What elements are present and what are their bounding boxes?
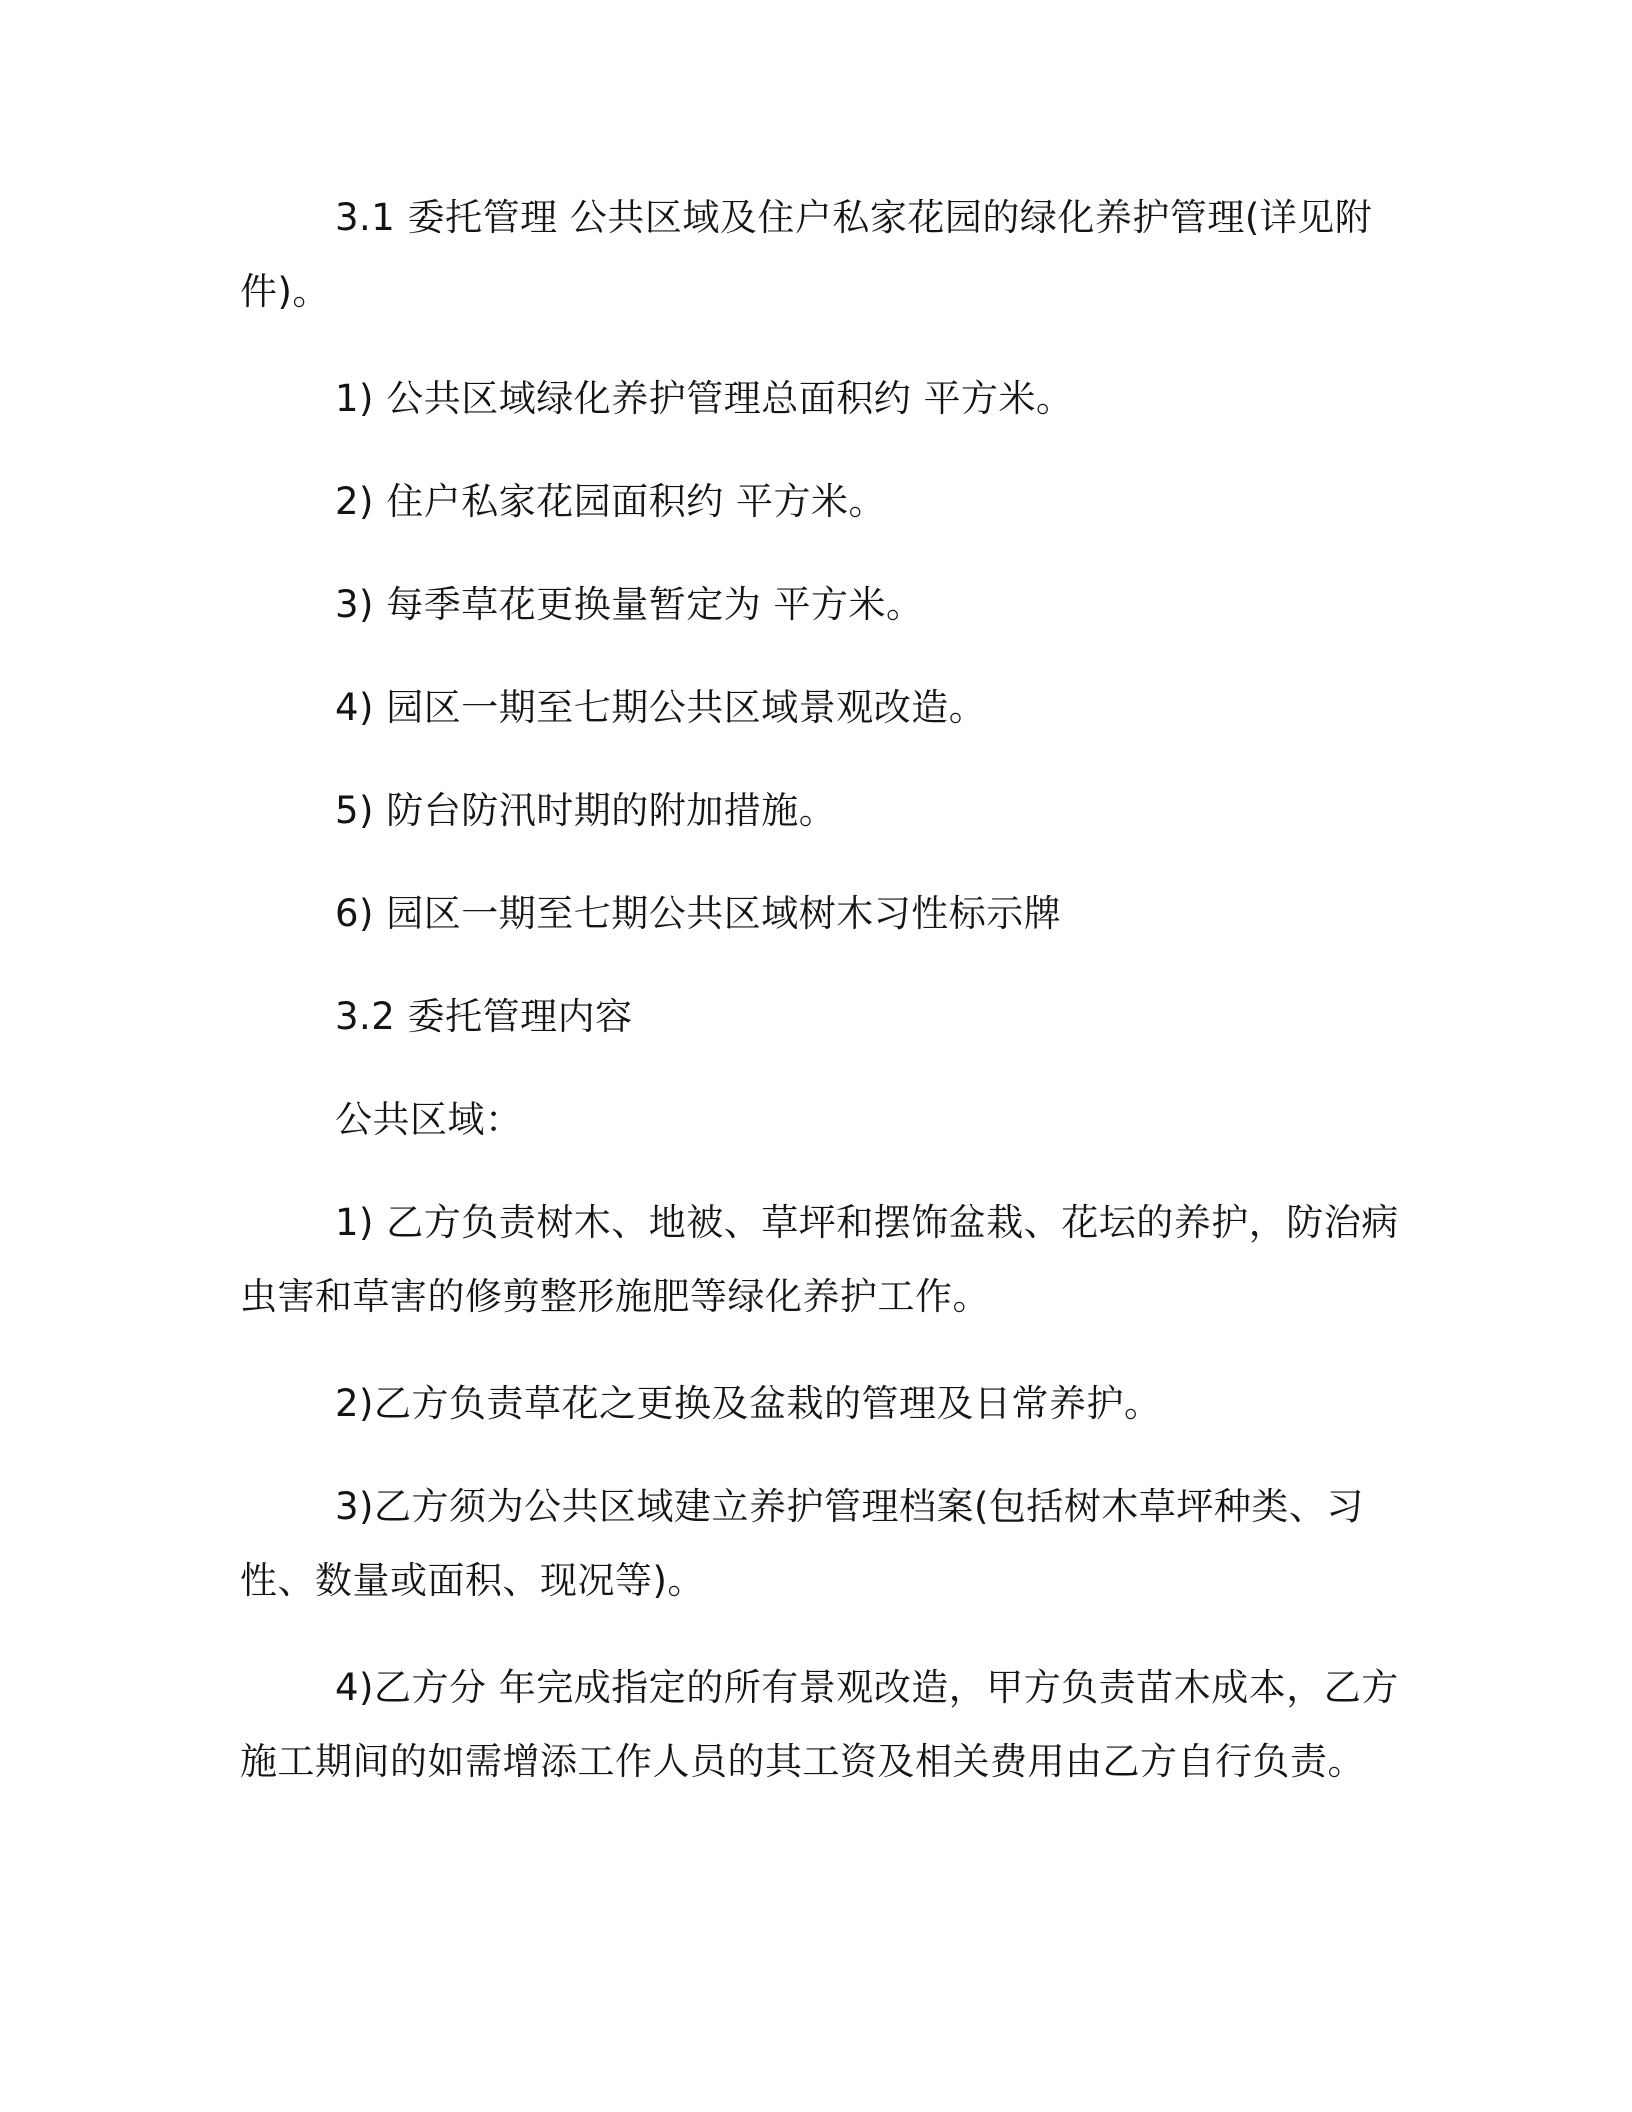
paragraph-item-1: 1) 公共区域绿化养护管理总面积约 平方米。: [335, 377, 1074, 420]
paragraph-item-6: 6) 园区一期至七期公共区域树木习性标示牌: [335, 892, 1062, 935]
paragraph-public-3: 3)乙方须为公共区域建立养护管理档案(包括树木草坪种类、习性、数量或面积、现况等)。: [240, 1485, 1364, 1602]
paragraph-3-1: 3.1 委托管理 公共区域及住户私家花园的绿化养护管理(详见附件)。: [240, 196, 1373, 313]
paragraph-item-2: 2) 住户私家花园面积约 平方米。: [335, 480, 886, 523]
paragraph-public-4: 4)乙方分 年完成指定的所有景观改造，甲方负责苗木成本，乙方施工期间的如需增添工作人员的其工资及相关费用由乙方自行负责。: [240, 1666, 1399, 1783]
paragraph-item-4: 4) 园区一期至七期公共区域景观改造。: [335, 686, 987, 729]
section-heading-3-2: 3.2 委托管理内容: [335, 995, 633, 1038]
paragraph-public-2: 2)乙方负责草花之更换及盆栽的管理及日常养护。: [335, 1382, 1162, 1425]
paragraph-item-3: 3) 每季草花更换量暂定为 平方米。: [335, 583, 924, 626]
subheading-public-area: 公共区域：: [335, 1098, 523, 1141]
paragraph-public-1: 1) 乙方负责树木、地被、草坪和摆饰盆栽、花坛的养护，防治病虫害和草害的修剪整形施肥等绿化养护工作。: [240, 1201, 1399, 1318]
paragraph-item-5: 5) 防台防汛时期的附加措施。: [335, 789, 837, 832]
